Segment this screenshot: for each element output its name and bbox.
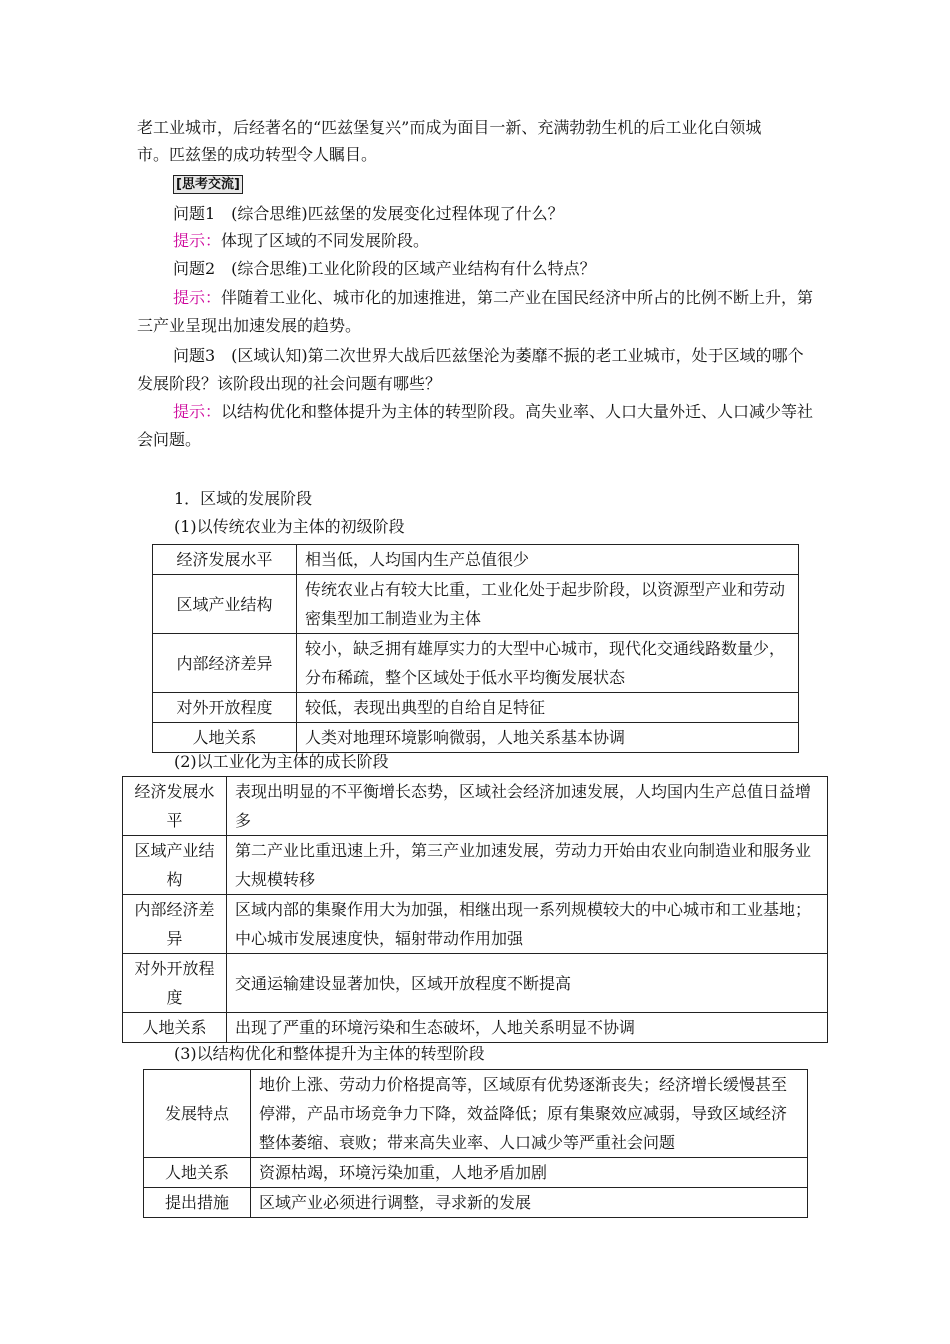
row-text: 较小，缺乏拥有雄厚实力的大型中心城市，现代化交通线路数量少，分布稀疏，整个区域处于低水平均衡发展状态 (297, 634, 799, 693)
table-row (153, 545, 799, 575)
row-label: 区域产业结构 (123, 836, 227, 895)
row-label: 内部经济差异 (123, 895, 227, 954)
answer-3 (137, 398, 817, 453)
answer-1 (137, 227, 817, 255)
hint-label: 提示： (173, 231, 222, 250)
hint-label: 提示： (173, 402, 222, 421)
row-label: 提出措施 (144, 1188, 251, 1218)
question-1: 问题1 (综合思维)匹兹堡的发展变化过程体现了什么？ (173, 204, 564, 223)
table-row (123, 954, 828, 1013)
table-row (123, 777, 828, 836)
table-row (153, 693, 799, 723)
stage-table-2 (122, 776, 828, 1043)
row-text: 传统农业占有较大比重，工业化处于起步阶段，以资源型产业和劳动密集型加工制造业为主体 (297, 575, 799, 634)
answer-text: 体现了区域的不同发展阶段。 (221, 231, 430, 250)
stage-table-3 (143, 1069, 808, 1218)
row-label: 人地关系 (123, 1013, 227, 1043)
intro-line-1: 老工业城市，后经著名的“匹兹堡复兴”而成为面目一新、充满勃勃生机的后工业化白领城 (137, 118, 762, 137)
row-text: 地价上涨、劳动力价格提高等，区域原有优势逐渐丧失；经济增长缓慢甚至停滞，产品市场竞争力下降，效益降低；原有集聚效应减弱，导致区域经济整体萎缩、衰败；带来高失业率、人口减少等严重社会问题 (251, 1070, 808, 1158)
row-label: 经济发展水平 (153, 545, 297, 575)
stage-table-1 (152, 544, 799, 753)
subheading-1: (1)以传统农业为主体的初级阶段 (174, 517, 405, 536)
row-text: 相当低，人均国内生产总值很少 (297, 545, 799, 575)
row-label: 发展特点 (144, 1070, 251, 1158)
answer-text: 伴随着工业化、城市化的加速推进，第二产业在国民经济中所占的比例不断上升，第三产业呈现出加速发展的趋势。 (137, 288, 814, 335)
table-row (144, 1188, 808, 1218)
row-text: 第二产业比重迅速上升，第三产业加速发展，劳动力开始由农业向制造业和服务业大规模转移 (227, 836, 828, 895)
section-tag: [思考交流] (173, 175, 243, 194)
subheading-2: (2)以工业化为主体的成长阶段 (174, 752, 389, 771)
section-header (137, 174, 817, 194)
row-text: 较低，表现出典型的自给自足特征 (297, 693, 799, 723)
row-text: 出现了严重的环境污染和生态破坏，人地关系明显不协调 (227, 1013, 828, 1043)
table-row (153, 575, 799, 634)
row-label: 对外开放程度 (153, 693, 297, 723)
subheading-3: (3)以结构优化和整体提升为主体的转型阶段 (174, 1044, 485, 1063)
intro-line-2: 市。匹兹堡的成功转型令人瞩目。 (137, 145, 378, 164)
question-3: 问题3 (区域认知)第二次世界大战后匹兹堡沦为萎靡不振的老工业城市，处于区域的哪个发展阶段？该阶段出现的社会问题有哪些？ (137, 346, 804, 393)
row-text: 人类对地理环境影响微弱，人地关系基本协调 (297, 723, 799, 753)
answer-2 (137, 284, 817, 339)
table-row (153, 634, 799, 693)
table-row (153, 723, 799, 753)
row-label: 经济发展水平 (123, 777, 227, 836)
row-text: 区域内部的集聚作用大为加强，相继出现一系列规模较大的中心城市和工业基地；中心城市发展速度快，辐射带动作用加强 (227, 895, 828, 954)
question-2: 问题2 (综合思维)工业化阶段的区域产业结构有什么特点？ (173, 259, 596, 278)
section-heading: 1．区域的发展阶段 (174, 489, 313, 508)
hint-label: 提示： (173, 288, 222, 307)
table-row (144, 1070, 808, 1158)
row-label: 区域产业结构 (153, 575, 297, 634)
row-label: 人地关系 (144, 1158, 251, 1188)
answer-text: 以结构优化和整体提升为主体的转型阶段。高失业率、人口大量外迁、人口减少等社会问题。 (137, 402, 814, 449)
row-label: 内部经济差异 (153, 634, 297, 693)
row-text: 区域产业必须进行调整，寻求新的发展 (251, 1188, 808, 1218)
row-text: 交通运输建设显著加快，区域开放程度不断提高 (227, 954, 828, 1013)
table-row (144, 1158, 808, 1188)
table-row (123, 836, 828, 895)
row-label: 人地关系 (153, 723, 297, 753)
row-text: 表现出明显的不平衡增长态势，区域社会经济加速发展，人均国内生产总值日益增多 (227, 777, 828, 836)
row-label: 对外开放程度 (123, 954, 227, 1013)
table-row (123, 1013, 828, 1043)
table-row (123, 895, 828, 954)
row-text: 资源枯竭，环境污染加重，人地矛盾加剧 (251, 1158, 808, 1188)
